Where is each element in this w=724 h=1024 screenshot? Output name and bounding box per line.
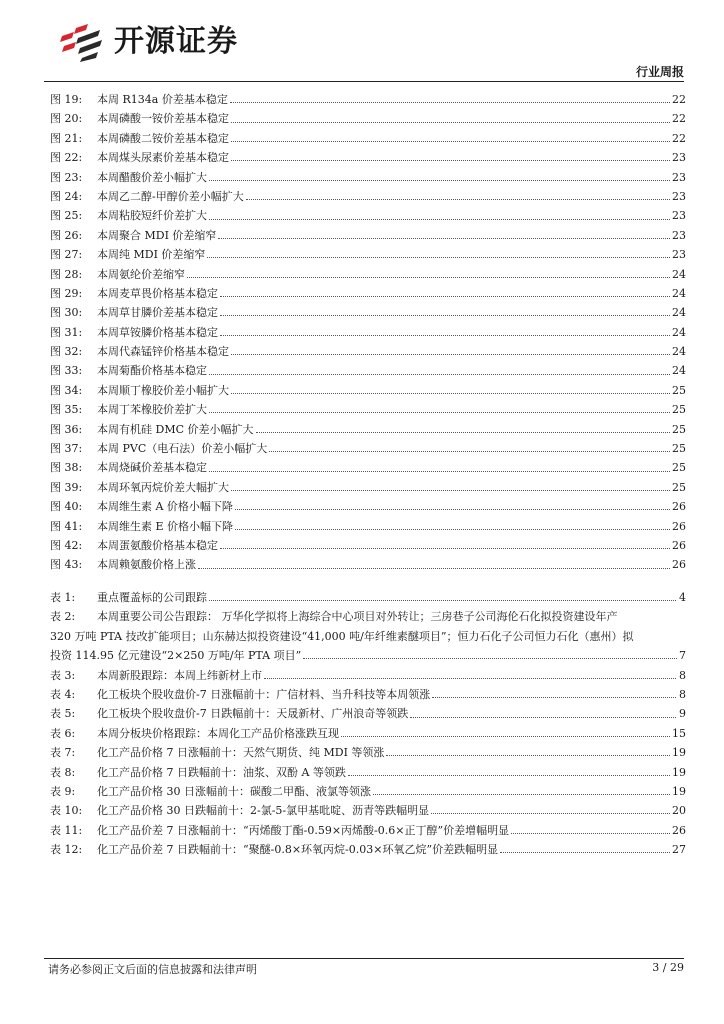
entry-title: 本周草甘膦价差基本稳定 [97, 306, 218, 320]
dot-leader [500, 852, 670, 853]
entry-number: 图 25: [50, 209, 83, 223]
entry-page: 15 [672, 726, 686, 740]
toc-entry[interactable] [50, 245, 686, 264]
entry-number: 图 26: [50, 228, 83, 242]
entry-number: 图 28: [50, 267, 83, 281]
entry-page: 26 [672, 823, 686, 837]
dot-leader [511, 833, 670, 834]
dot-leader [341, 736, 670, 737]
entry-title: 化工板块个股收盘价-7 日跌幅前十：天晟新材、广州浪奇等领跌 [97, 707, 409, 721]
entry-page: 23 [672, 228, 686, 242]
entry-number: 表 7: [50, 746, 76, 760]
entry-title: 本周 R134a 价差基本稳定 [97, 93, 228, 106]
toc-entry[interactable] [50, 782, 686, 801]
dot-leader [220, 335, 670, 336]
entry-number: 表 10: [50, 804, 83, 818]
entry-title: 化工产品价格 30 日涨幅前十：碳酸二甲酯、液氯等领涨 [97, 784, 371, 798]
toc-entry[interactable] [50, 265, 686, 284]
toc-entry[interactable] [50, 148, 686, 167]
entry-title-line: 投资 114.95 亿元建设“2×250 万吨/年 PTA 项目” [50, 649, 302, 663]
entry-page: 8 [679, 687, 686, 701]
dot-leader [303, 658, 677, 659]
entry-title-line: 320 万吨 PTA 技改扩能项目；山东赫达拟投资建设“41,000 吨/年纤维素醚项目”；恒力石化子公司恒力石化（惠州）拟 [50, 629, 634, 643]
dot-leader [209, 600, 676, 601]
entry-number: 图 43: [50, 558, 83, 572]
toc-entry[interactable] [50, 821, 686, 840]
entry-title: 本周乙二醇-甲醇价差小幅扩大 [97, 189, 244, 203]
entry-page: 25 [672, 461, 686, 475]
entry-number: 表 1: [50, 591, 76, 604]
entry-page: 25 [672, 422, 686, 436]
entry-title: 化工产品价差 7 日跌幅前十：“聚醚-0.8×环氧丙烷-0.03×环氧乙烷”价差跌幅明显 [97, 843, 499, 857]
dot-leader [231, 490, 670, 491]
entry-page: 9 [679, 707, 686, 721]
logo-mark-icon [58, 22, 108, 62]
entry-page: 26 [672, 519, 686, 533]
entry-page: 24 [672, 325, 686, 339]
entry-title: 本周烧碱价差基本稳定 [97, 461, 207, 475]
entry-title: 本周 PVC（电石法）价差小幅扩大 [97, 442, 268, 456]
entry-title: 本周菊酯价格基本稳定 [97, 364, 207, 378]
entry-title: 本周蛋氨酸价格基本稳定 [97, 538, 218, 552]
figure-index [50, 90, 686, 575]
entry-number: 图 27: [50, 248, 83, 262]
toc-entry[interactable] [50, 187, 686, 206]
toc-entry[interactable] [50, 478, 686, 497]
entry-page: 23 [672, 151, 686, 165]
dot-leader [230, 102, 670, 103]
entry-number: 图 20: [50, 112, 83, 126]
toc-entry[interactable] [50, 458, 686, 477]
dot-leader [220, 548, 670, 549]
entry-page: 8 [679, 668, 686, 682]
dot-leader [256, 432, 671, 433]
entry-number: 图 33: [50, 364, 83, 378]
dot-leader [198, 568, 670, 569]
entry-page: 26 [672, 500, 686, 514]
entry-number: 图 21: [50, 131, 83, 145]
dot-leader [220, 296, 670, 297]
dot-leader [187, 277, 670, 278]
entry-number: 图 41: [50, 519, 83, 533]
dot-leader [235, 509, 670, 510]
entry-number: 图 42: [50, 538, 83, 552]
entry-title: 本周维生素 A 价格小幅下降 [97, 500, 233, 514]
toc-entry[interactable] [50, 420, 686, 439]
entry-number: 表 6: [50, 726, 76, 740]
entry-title: 化工产品价格 30 日跌幅前十：2-氯-5-氯甲基吡啶、沥青等跌幅明显 [97, 804, 430, 818]
entry-page: 19 [672, 765, 686, 779]
dot-leader [231, 122, 670, 123]
toc-entry[interactable] [50, 666, 686, 685]
entry-title: 本周分板块价格跟踪：本周化工产品价格涨跌互现 [97, 726, 339, 740]
entry-page: 23 [672, 248, 686, 262]
toc-entry[interactable] [50, 724, 686, 743]
report-type-label: 行业周报 [635, 65, 684, 79]
footer-disclaimer: 请务必参阅正文后面的信息披露和法律声明 [48, 963, 257, 976]
entry-page: 26 [672, 538, 686, 552]
entry-page: 24 [672, 345, 686, 359]
entry-page: 23 [672, 189, 686, 203]
entry-number: 图 24: [50, 189, 83, 203]
toc-entry[interactable] [50, 743, 686, 762]
entry-number: 图 37: [50, 442, 83, 456]
entry-number: 图 36: [50, 422, 83, 436]
dot-leader [231, 393, 670, 394]
brand-logo [58, 22, 238, 62]
toc-entry[interactable] [50, 284, 686, 303]
dot-leader [269, 451, 670, 452]
entry-page: 23 [672, 170, 686, 184]
dot-leader [432, 697, 676, 698]
toc-entry[interactable] [50, 129, 686, 148]
footer-divider [44, 958, 684, 959]
toc-entry[interactable] [50, 840, 686, 859]
entry-title: 本周氨纶价差缩窄 [97, 267, 185, 281]
entry-title: 本周粘胶短纤价差扩大 [97, 209, 207, 223]
entry-page: 24 [672, 286, 686, 300]
entry-number: 图 23: [50, 170, 83, 184]
entry-number: 表 4: [50, 687, 76, 701]
entry-title: 本周有机硅 DMC 价差小幅扩大 [97, 422, 254, 436]
toc-entry[interactable] [50, 801, 686, 820]
entry-title: 本周聚合 MDI 价差缩窄 [97, 228, 217, 242]
toc-entry[interactable] [50, 536, 686, 555]
dot-leader [218, 238, 670, 239]
dot-leader [264, 678, 676, 679]
entry-number: 表 3: [50, 668, 76, 682]
entry-page: 20 [672, 804, 686, 818]
entry-number: 图 32: [50, 345, 83, 359]
entry-title: 本周环氧丙烷价差大幅扩大 [97, 480, 229, 494]
entry-number: 表 12: [50, 843, 83, 857]
dot-leader [348, 775, 670, 776]
entry-page: 25 [672, 442, 686, 456]
entry-number: 表 2: [50, 610, 76, 624]
toc-entry[interactable] [50, 517, 686, 536]
entry-title: 本周磷酸一铵价差基本稳定 [97, 112, 229, 126]
dot-leader [209, 374, 670, 375]
entry-title: 本周代森锰锌价格基本稳定 [97, 345, 229, 359]
entry-page: 24 [672, 364, 686, 378]
entry-title: 本周磷酸二铵价差基本稳定 [97, 131, 229, 145]
entry-number: 图 29: [50, 286, 83, 300]
entry-title: 本周草铵膦价格基本稳定 [97, 325, 218, 339]
entry-line [50, 646, 686, 665]
entry-page: 19 [672, 746, 686, 760]
entry-page: 24 [672, 267, 686, 281]
header-divider [44, 81, 684, 82]
entry-line [50, 607, 686, 626]
entry-title: 本周赖氨酸价格上涨 [97, 558, 196, 572]
entry-title: 化工板块个股收盘价-7 日涨幅前十：广信材料、当升科技等本周领涨 [97, 687, 431, 701]
dot-leader [373, 794, 670, 795]
entry-page: 23 [672, 209, 686, 223]
entry-page: 22 [672, 93, 686, 106]
entry-page: 4 [679, 591, 686, 604]
dot-leader [231, 141, 670, 142]
toc-entry[interactable] [50, 497, 686, 516]
dot-leader [431, 813, 670, 814]
entry-number: 图 30: [50, 306, 83, 320]
entry-title: 化工产品价格 7 日跌幅前十：油浆、双酚 A 等领跌 [97, 765, 346, 779]
toc-entry[interactable] [50, 90, 686, 109]
entry-title: 本周醋酸价差小幅扩大 [97, 170, 207, 184]
entry-page: 25 [672, 480, 686, 494]
entry-number: 图 35: [50, 403, 83, 417]
entry-number: 表 8: [50, 765, 76, 779]
entry-page: 19 [672, 784, 686, 798]
dot-leader [235, 529, 670, 530]
toc-entry[interactable] [50, 685, 686, 704]
entry-number: 表 5: [50, 707, 76, 721]
toc-entry[interactable] [50, 342, 686, 361]
entry-title: 本周维生素 E 价格小幅下降 [97, 519, 234, 533]
entry-number: 图 40: [50, 500, 83, 514]
entry-title: 本周纯 MDI 价差缩窄 [97, 248, 206, 262]
entry-number: 图 31: [50, 325, 83, 339]
toc-entry[interactable] [50, 303, 686, 322]
entry-page: 24 [672, 306, 686, 320]
toc-entry[interactable] [50, 400, 686, 419]
toc-entry[interactable] [50, 588, 686, 607]
dot-leader [386, 755, 670, 756]
entry-title: 化工产品价差 7 日涨幅前十：“丙烯酸丁酯-0.59×丙烯酸-0.6×正丁醇”价差增幅明显 [97, 823, 510, 837]
entry-title: 本周新股跟踪：本周上纬新材上市 [97, 668, 262, 682]
entry-number: 表 11: [50, 823, 83, 837]
entry-title: 本周麦草畏价格基本稳定 [97, 286, 218, 300]
dot-leader [209, 219, 670, 220]
dot-leader [209, 180, 670, 181]
brand-name: 开源证券 [114, 24, 238, 59]
entry-page: 22 [672, 112, 686, 126]
toc-entry[interactable] [50, 381, 686, 400]
entry-page: 27 [672, 843, 686, 857]
dot-leader [209, 412, 670, 413]
toc-entry[interactable] [50, 763, 686, 782]
entry-number: 图 34: [50, 383, 83, 397]
entry-page: 25 [672, 403, 686, 417]
dot-leader [231, 160, 670, 161]
entry-page: 25 [672, 383, 686, 397]
entry-title: 重点覆盖标的公司跟踪 [97, 591, 207, 604]
entry-title: 化工产品价格 7 日涨幅前十：天然气期货、纯 MDI 等领涨 [97, 746, 385, 760]
entry-page: 22 [672, 131, 686, 145]
dot-leader [410, 717, 676, 718]
dot-leader [231, 354, 670, 355]
dot-leader [207, 257, 670, 258]
page-number: 3 / 29 [652, 961, 684, 974]
entry-title: 本周顺丁橡胶价差小幅扩大 [97, 383, 229, 397]
toc-entry[interactable] [50, 555, 686, 574]
entry-number: 表 9: [50, 784, 76, 798]
toc-entry[interactable] [50, 361, 686, 380]
entry-number: 图 38: [50, 461, 83, 475]
entry-number: 图 39: [50, 480, 83, 494]
toc-entry[interactable] [50, 323, 686, 342]
toc-entry[interactable] [50, 168, 686, 187]
toc-entry[interactable] [50, 226, 686, 245]
entry-page: 7 [679, 649, 686, 663]
entry-number: 图 22: [50, 151, 83, 165]
table-index [50, 588, 686, 859]
entry-number: 图 19: [50, 93, 83, 106]
dot-leader [209, 471, 670, 472]
toc-entry[interactable] [50, 607, 686, 665]
entry-title-line: 本周重要公司公告跟踪： 万华化学拟将上海综合中心项目对外转让；三房巷子公司海伦石化拟投资建设年产 [97, 610, 618, 624]
entry-page: 26 [672, 558, 686, 572]
toc-entry[interactable] [50, 206, 686, 225]
toc-entry[interactable] [50, 439, 686, 458]
dot-leader [246, 199, 670, 200]
toc-entry[interactable] [50, 704, 686, 723]
entry-title: 本周丁苯橡胶价差扩大 [97, 403, 207, 417]
entry-title: 本周煤头尿素价差基本稳定 [97, 151, 229, 165]
dot-leader [220, 315, 670, 316]
toc-entry[interactable] [50, 109, 686, 128]
